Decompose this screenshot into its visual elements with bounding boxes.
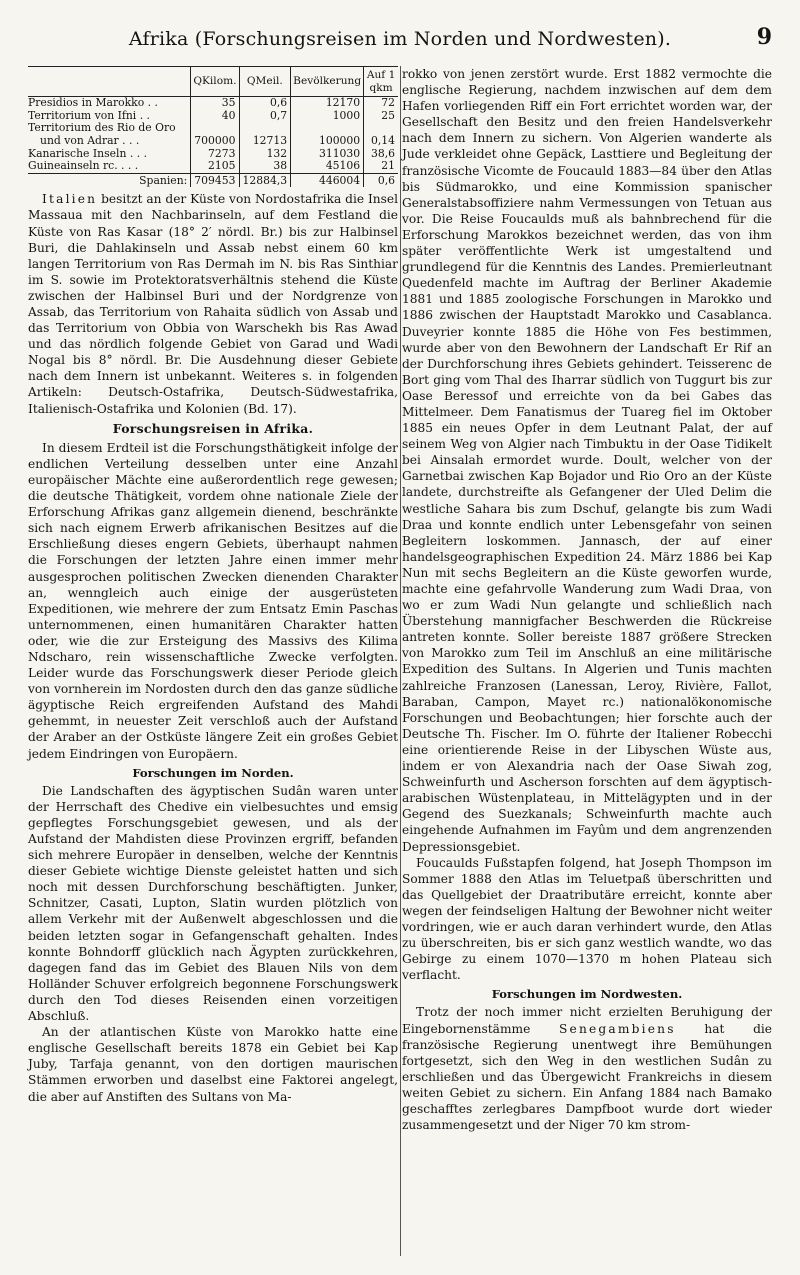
table-row bbox=[28, 135, 398, 148]
table-cell: 132 bbox=[239, 148, 291, 161]
table-cell: 40 bbox=[191, 110, 239, 123]
paragraph-thompson: Foucaulds Fußstapfen folgend, hat Joseph Thompson im Sommer 1888 den Atlas im Teluetpaß überschritten und das Quellgebiet der Draatributäre erreicht, konnte aber wegen der feindseligen Haltung der Bewohner nicht weiter vordringen, wie er auch daran verhindert wurde, den Atlas zu überschreiten, bis er sich ganz westlich wandte, wo das Gebirge zu einem 1070—1370 m hohen Plateau sich verflacht. bbox=[402, 855, 772, 983]
table-total-row bbox=[28, 173, 398, 187]
table-cell: Spanien: bbox=[28, 173, 191, 187]
table-cell: 311030 bbox=[291, 148, 364, 161]
page-header bbox=[28, 22, 772, 56]
running-title: Afrika (Forschungsreisen im Norden und Nordwesten). bbox=[128, 28, 672, 50]
spaced-term: Italien bbox=[42, 192, 98, 207]
table-cell: 100000 bbox=[291, 135, 364, 148]
paragraph-sudan: Die Landschaften des ägyptischen Sudân waren unter der Herrschaft des Chedive ein vielbesuchtes und emsig gepflegtes Forschungsgebiet gewesen, und als der Aufstand der Mahdisten diese Provinzen ergriff, befanden sich mehrere Europäer in denselben, welche der Kenntnis dieser Gebiete wichtige Dienste geleistet hatten und sich noch mit dessen Durchforschung beschäftigten. Junker, Schnitzer, Casati, Lupton, Slatin wurden plötzlich von allem Verkehr mit der Außenwelt abgeschlossen und die beiden letzten sogar in Gefangenschaft gehalten. Indes konnte Bohndorff glücklich nach Ägypten zurückkehren, dagegen fand das im Gebiet des Blauen Nils von dem Holländer Schuver erfolgreich begonnene Forschungswerk durch den Tod dieses Reisenden einen vorzeitigen Abschluß. bbox=[28, 783, 398, 1024]
table-cell: 35 bbox=[191, 97, 239, 110]
table-cell: 12170 bbox=[291, 97, 364, 110]
right-column bbox=[402, 66, 772, 1133]
page-number: 9 bbox=[756, 24, 772, 50]
table-cell: 446004 bbox=[291, 173, 364, 187]
table-cell: 0,6 bbox=[239, 97, 291, 110]
paragraph-senegambien bbox=[402, 1004, 772, 1133]
spaced-term: Senegambiens bbox=[558, 1021, 676, 1036]
table-cell: Territorium von Ifni . . bbox=[28, 108, 150, 122]
table-header-cell: QKilom. bbox=[191, 67, 239, 97]
table-cell: 0,7 bbox=[239, 110, 291, 123]
spain-colonies-table bbox=[28, 66, 398, 187]
table-row bbox=[28, 97, 398, 110]
table-header-cell: Bevölkerung bbox=[291, 67, 364, 97]
table-cell: 0,14 bbox=[364, 135, 398, 148]
paragraph-marokko: An der atlantischen Küste von Marokko hatte eine englische Gesellschaft bereits 1878 ein Gebiet bei Kap Juby, Tarfaja genannt, von den dortigen maurischen Stämmen erworben und daselbst eine Faktorei angelegt, die aber auf Anstiften des Sultans von Ma- bbox=[28, 1025, 398, 1104]
paragraph-forschung-intro: In diesem Erdteil ist die Forschungsthätigkeit infolge der endlichen Verteilung desselben unter eine Anzahl europäischer Mächte eine außerordentlich rege gewesen; die deutsche Thätigkeit, vordem ohne nationale Ziele der Erforschung Afrikas ganz allgemein dienend, beschränkte sich nach eignem Erwerb afrikanischen Besitzes auf die Erschließung dieses engern Gebiets, überhaupt nahmen die Forschungen der letzten Jahre einen immer mehr ausgesprochen politischen Zwecken dienenden Charakter an, wenngleich auch einige der ausgerüsteten Expeditionen, wie mehrere der zum Entsatz Emin Paschas unternommenen, einen humanitären Charakter hatten oder, wie die zur Ersteigung des Massivs des Kilima Ndscharo, rein wissenschaftliche Zwecke verfolgten. Leider wurde das Forschungswerk dieser Periode gleich von vornherein im Nordosten durch den das ganze südliche ägyptische Reich ergreifenden Aufstand des Mahdi gehemmt, in neuester Zeit verschloß auch der Aufstand der Araber an der Ostküste längere Zeit ein großes Gebiet jedem Eindringen von Europäern. bbox=[28, 440, 398, 761]
table-cell: 25 bbox=[364, 110, 398, 123]
paragraph-text: Trotz der noch immer nicht erzielten Beruhigung der Eingebornenstämme bbox=[402, 1005, 772, 1036]
table-cell: Presidios in Marokko . . bbox=[28, 96, 158, 110]
table-header-cell bbox=[28, 67, 191, 97]
column-divider bbox=[400, 66, 401, 1256]
left-column bbox=[28, 66, 398, 1105]
table-cell: 7273 bbox=[191, 148, 239, 161]
paragraph-text: besitzt an der Küste von Nordostafrika die Insel Massaua mit den Nachbarinseln, auf dem Festland die Küste von Ras Kasar (18° 2′ nördl. Br.) bis zur Halbinsel Buri, die Dahlakinseln und Assab nebst einem 60 km langen Territorium von Ras Dermah im N. bis Ras Sinthiar im S. sowie im Protektoratsverhältnis stehend die Küste zwischen der Halbinsel Buri und der Nordgrenze von Assab, das Territorium von Rahaita südlich von Assab und das Territorium von Obbia von Warschekh bis Ras Awad und das nördlich folgende Gebiet von Garad und Wadi Nogal bis 8° nördl. Br. Die Ausdehnung dieser Gebiete nach dem Innern ist unbekannt. Weiteres s. in folgenden Artikeln: Deutsch-Ostafrika, Deutsch-Südwestafrika, Italienisch-Ostafrika und Kolonien (Bd. 17). bbox=[28, 192, 398, 416]
paragraph-italien bbox=[28, 191, 398, 416]
table-cell: 709453 bbox=[191, 173, 239, 187]
table-cell: 12713 bbox=[239, 135, 291, 148]
table-cell: 12884,3 bbox=[239, 173, 291, 187]
table-cell: Guineainseln rc. . . . bbox=[28, 159, 139, 173]
section-heading: Forschungsreisen in Afrika. bbox=[112, 420, 314, 436]
table-cell: 700000 bbox=[191, 135, 239, 148]
table-cell: und von Adrar . . . bbox=[40, 133, 140, 147]
table-header-row bbox=[28, 67, 398, 97]
table-cell: 21 bbox=[364, 160, 398, 173]
table-cell: 1000 bbox=[291, 110, 364, 123]
table-cell: 45106 bbox=[291, 160, 364, 173]
table-cell: 2105 bbox=[191, 160, 239, 173]
table-header-cell: QMeil. bbox=[239, 67, 291, 97]
table-cell: 0,6 bbox=[364, 173, 398, 187]
table-cell: 38,6 bbox=[364, 148, 398, 161]
table-header-cell: Auf 1 qkm bbox=[364, 67, 398, 97]
table-cell: 72 bbox=[364, 97, 398, 110]
paragraph-text: hat die französische Regierung unentwegt ihre Bemühungen fortgesetzt, sich den Weg in den westlichen Sudân zu erschließen und das Übergewicht Frankreichs in diesem weiten Gebiet zu sichern. Ein Anfang 1884 nach Bamako geschafftes zerlegbares Dampfboot wurde dort wieder zusammengesetzt und der Niger 70 km strom- bbox=[402, 1021, 772, 1133]
table-row bbox=[28, 160, 398, 173]
table-cell: Kanarische Inseln . . . bbox=[28, 146, 148, 160]
paragraph-marokko-cont: rokko von jenen zerstört wurde. Erst 1882 vermochte die englische Regierung, nachdem inzwischen auf dem dem Hafen vorliegenden Riff ein Fort errichtet worden war, der Gesellschaft den Besitz und den freien Handelsverkehr nach dem Innern zu sichern. Von Algerien wanderte als Jude verkleidet ohne Gepäck, Lasttiere und Begleitung der französische Vicomte de Foucauld 1883—84 über den Atlas bis Südmarokko, und eine Kommission spanischer Generalstabsoffiziere nahm Vermessungen von Tetuan aus vor. Die Reise Foucaulds muß als bahnbrechend für die Erforschung Marokkos bezeichnet werden, das von ihm später veröffentlichte Werk ist umgestaltend und grundlegend für die Kenntnis des Landes. Premierleutnant Quedenfeld machte im Auftrag der Berliner Akademie 1881 und 1885 zoologische Forschungen in Marokko und 1886 zwischen der Hauptstadt Marokko und Casablanca. Duveyrier konnte 1885 die Höhe von Fes bestimmen, wurde aber von den Bewohnern der Landschaft Er Rif an der Durchforschung ihres Gebiets gehindert. Teisserenc de Bort ging vom Thal des Iharrar südlich von Tuggurt bis zur Oase Beressof und erreichte von da bei Gabes das Mittelmeer. Dem Fanatismus der Tuareg fiel im Oktober 1885 ein neues Opfer in dem Leutnant Palat, der auf seinem Weg von Algier nach Timbuktu in der Oase Tidikelt bei Ainsalah ermordet wurde. Doult, welcher von der Garnetbai zwischen Kap Bojador und Rio Oro an der Küste landete, durchstreifte als Gefangener der Uled Delim die westliche Sahara bis zum Dschuf, gelangte bis zum Wadi Draa und konnte endlich unter Lebensgefahr von seinen Begleitern loskommen. Jannasch, der auf einer handelsgeographischen Expedition 24. März 1886 bei Kap Nun mit sechs Begleitern an die Küste geworfen wurde, machte eine gefahrvolle Wanderung zum Wadi Draa, von wo er zum Wadi Nun gelangte und schließlich nach Überstehung mannigfacher Beschwerden die Rückreise antreten konnte. Soller bereiste 1887 größere Strecken von Marokko zum Teil im Anschluß an eine militärische Expedition des Sultans. In Algerien und Tunis machten zahlreiche Franzosen (Lanessan, Leroy, Rivière, Fallot, Baraban, Campon, Mayet rc.) nationalökonomische Forschungen und Beobachtungen; hier forschte auch der Deutsche Th. Fischer. Im O. führte der Italiener Robecchi eine orientierende Reise in der Libyschen Wüste aus, indem er von Alexandria nach der Oase Siwah zog, Schweinfurth und Ascherson forschten auf dem ägyptisch-arabischen Wüstenplateau, in Mittelägypten und in der Gegend des Suezkanals; Schweinfurth machte auch eingehende Aufnahmen im Fayûm und dem angrenzenden Depressionsgebiet. bbox=[402, 67, 772, 854]
subsection-heading: Forschungen im Norden. bbox=[132, 765, 294, 780]
subsection-heading: Forschungen im Nordwesten. bbox=[491, 987, 683, 1002]
table-cell: Territorium des Rio de Oro bbox=[28, 121, 176, 135]
table-cell: 38 bbox=[239, 160, 291, 173]
